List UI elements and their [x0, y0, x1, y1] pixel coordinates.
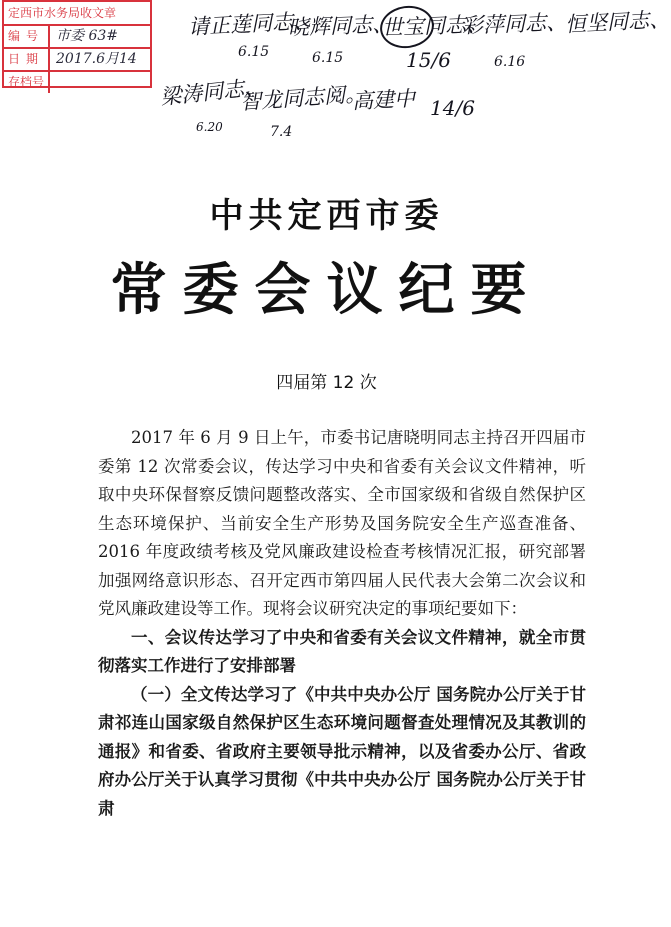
- handwritten-date: 14/6: [430, 96, 475, 120]
- session-number: 四届第 12 次: [276, 373, 377, 393]
- stamp-value: 2017.6月14: [56, 51, 137, 67]
- handwritten-name: 梁涛同志、: [159, 74, 267, 110]
- handwritten-name: 彩萍同志、: [461, 10, 568, 38]
- document-title: 常委会议纪要: [110, 257, 543, 323]
- stamp-row-archive: [4, 72, 150, 93]
- handwritten-date: 6.20: [196, 120, 223, 134]
- handwritten-date: 6.15: [312, 50, 344, 66]
- handwritten-name: 恒坚同志、: [564, 7, 671, 37]
- handwritten-name: 晓辉同志、: [287, 12, 394, 40]
- stamp-label: 日期: [4, 49, 50, 70]
- stamp-label: 编号: [4, 26, 50, 47]
- handwritten-name: 请正莲同志、: [187, 8, 315, 40]
- document-body: [98, 424, 586, 823]
- subsection-paragraph: （一）全文传达学习了《中共中央办公厅 国务院办公厅关于甘肃祁连山国家级自然保护区生态环境问题督查处理情况及其教训的通报》和省委、省政府主要领导批示精神，以及省委办公厅、省政府办公厅关于认真学习贯彻《中共中央办公厅 国务院办公厅关于甘肃: [98, 684, 586, 818]
- handwritten-date: 6.15: [238, 44, 270, 60]
- handwritten-name: 智龙同志阅。: [239, 81, 367, 115]
- stamp-value: [50, 72, 150, 93]
- intro-paragraph: 2017 年 6 月 9 日上午，市委书记唐晓明同志主持召开四届市委第 12 次常委会议，传达学习中央和省委有关会议文件精神，听取中央环保督察反馈问题整改落实、全市国家级和省级自然保护区生态环境保护、当前安全生产形势及国务院安全生产巡查准备、2016 年度政绩考核及党风廉政建设检查考核情况汇报，研究部署加强网络意识形态、召开定西市第四届人民代表大会第二次会议和党风廉政建设等工作。现将会议研究决定的事项纪要如下：: [98, 428, 586, 618]
- stamp-label: 存档号: [4, 72, 50, 93]
- stamp-row-number: [4, 26, 150, 49]
- handwritten-date: 7.4: [270, 124, 293, 140]
- section-heading: 一、会议传达学习了中央和省委有关会议文件精神，就全市贯彻落实工作进行了安排部署: [98, 627, 586, 675]
- stamp-title: 定西市水务局收文章: [4, 2, 150, 26]
- handwritten-date: 6.16: [494, 54, 526, 70]
- handwritten-name: 世宝同志、: [381, 12, 488, 40]
- handwritten-name: 高建中: [351, 86, 416, 114]
- issuing-organization: 中共定西市委: [209, 196, 444, 236]
- stamp-row-date: [4, 49, 150, 72]
- handwritten-date: 15/6: [406, 48, 451, 72]
- receipt-stamp: [2, 0, 152, 88]
- stamp-value: 市委 63#: [56, 28, 118, 44]
